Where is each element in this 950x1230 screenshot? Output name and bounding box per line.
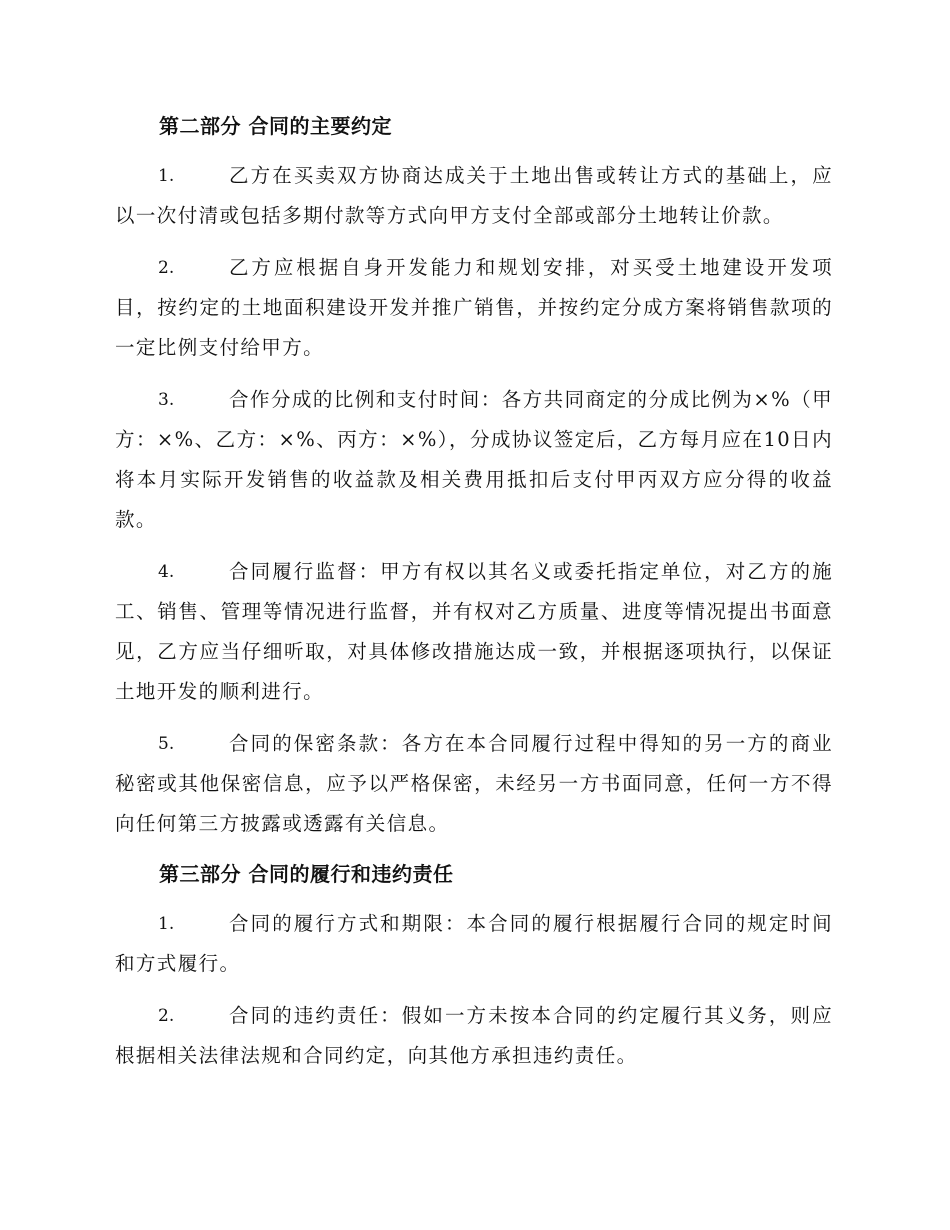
clause-3-1 — [115, 904, 833, 984]
clause-2-5 — [115, 724, 833, 844]
clause-number: 3. — [158, 390, 175, 410]
clause-2-1 — [115, 156, 833, 236]
clause-number: 5. — [158, 734, 175, 754]
clause-2-2 — [115, 248, 833, 368]
clause-number: 4. — [158, 562, 175, 582]
clause-3-2 — [115, 996, 833, 1076]
clause-2-3 — [115, 380, 833, 540]
document-body — [115, 108, 833, 1088]
clause-text: 合同的履行方式和期限：本合同的履行根据履行合同的规定时间和方式履行。 — [115, 912, 833, 975]
clause-text: 合同的违约责任：假如一方未按本合同的约定履行其义务，则应根据相关法律法规和合同约定，向其他方承担违约责任。 — [115, 1004, 833, 1067]
clause-text: 合同的保密条款：各方在本合同履行过程中得知的另一方的商业秘密或其他保密信息，应予以严格保密，未经另一方书面同意，任何一方不得向任何第三方披露或透露有关信息。 — [115, 732, 833, 835]
clause-number: 1. — [158, 166, 175, 186]
section-heading-part-2: 第二部分 合同的主要约定 — [159, 114, 392, 138]
clause-text: 乙方应根据自身开发能力和规划安排，对买受土地建设开发项目，按约定的土地面积建设开发并推广销售，并按约定分成方案将销售款项的一定比例支付给甲方。 — [115, 256, 833, 359]
clause-2-4 — [115, 552, 833, 712]
clause-text: 合作分成的比例和支付时间：各方共同商定的分成比例为×%（甲方：×%、乙方：×%、丙方：×%），分成协议签定后，乙方每月应在10日内将本月实际开发销售的收益款及相关费用抵扣后支付甲丙双方应分得的收益款。 — [115, 388, 833, 531]
section-heading-part-3: 第三部分 合同的履行和违约责任 — [159, 862, 454, 886]
clause-text: 乙方在买卖双方协商达成关于土地出售或转让方式的基础上，应以一次付清或包括多期付款等方式向甲方支付全部或部分土地转让价款。 — [115, 164, 833, 227]
clause-number: 1. — [158, 914, 175, 934]
clause-number: 2. — [158, 1006, 175, 1026]
clause-number: 2. — [158, 258, 175, 278]
clause-text: 合同履行监督：甲方有权以其名义或委托指定单位，对乙方的施工、销售、管理等情况进行监督，并有权对乙方质量、进度等情况提出书面意见，乙方应当仔细听取，对具体修改措施达成一致，并根据逐项执行，以保证土地开发的顺利进行。 — [115, 560, 833, 703]
